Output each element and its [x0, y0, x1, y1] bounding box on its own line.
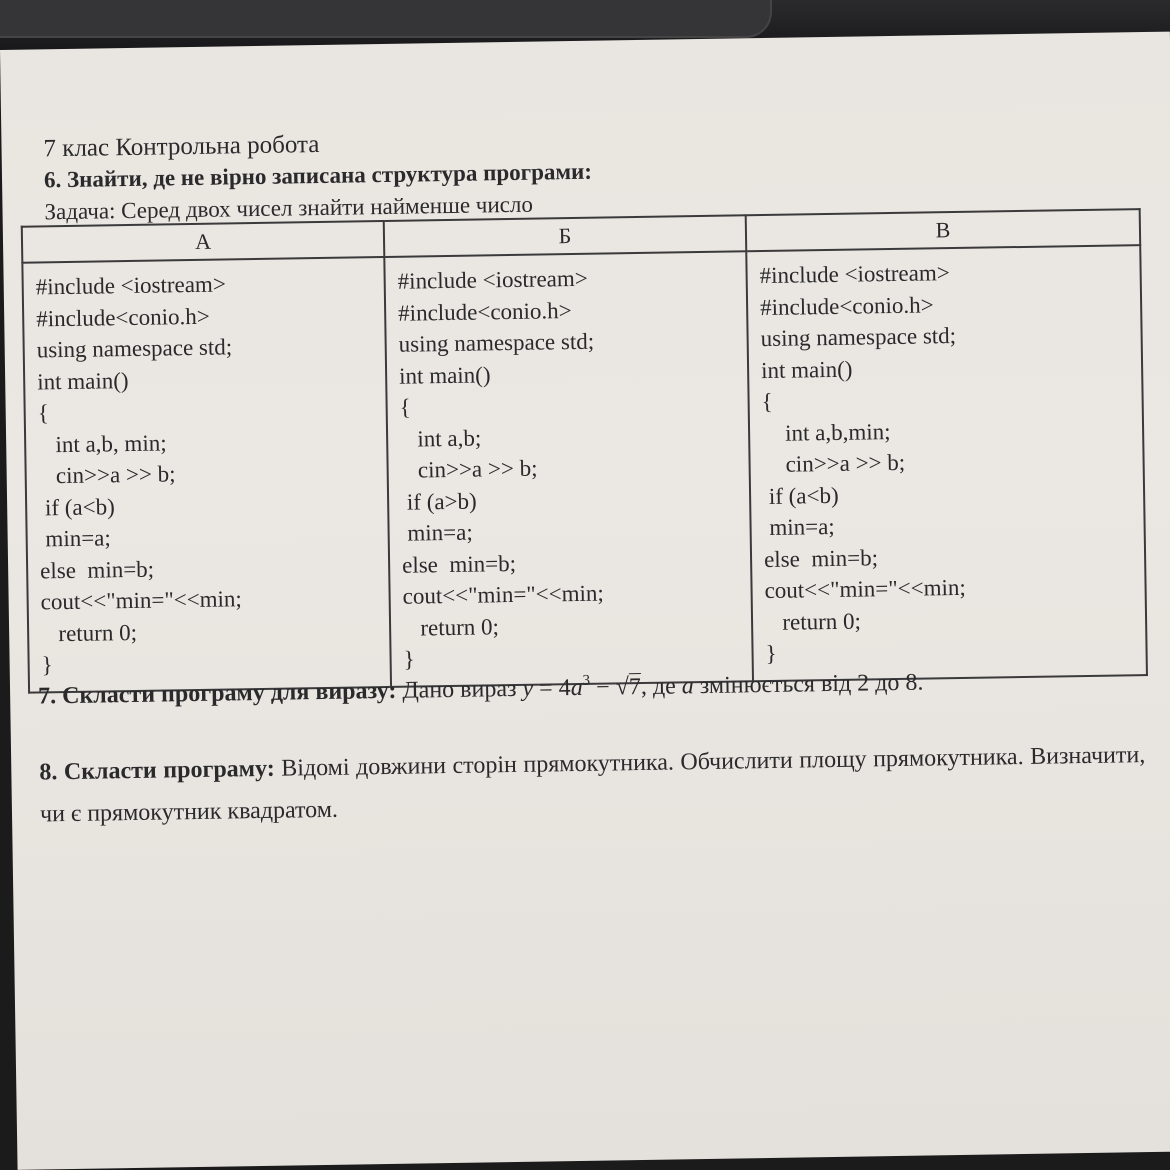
- code-row: [22, 245, 1147, 693]
- code-line: int main(): [398, 361, 491, 389]
- code-line: using namespace std;: [36, 334, 233, 363]
- laptop-key: [0, 0, 772, 38]
- code-line: using namespace std;: [398, 328, 595, 357]
- code-line: cin>>a >> b;: [38, 461, 176, 489]
- code-line: }: [765, 640, 777, 667]
- code-line: #include <iostream>: [35, 271, 226, 300]
- code-line: {: [761, 388, 773, 415]
- code-line: using namespace std;: [760, 323, 957, 352]
- formula-minus-sqrt: − √: [589, 674, 630, 701]
- column-header-v: В: [746, 209, 1141, 251]
- code-line: #include<conio.h>: [36, 303, 210, 331]
- code-line: }: [403, 646, 415, 672]
- question-7-text: Дано вираз: [396, 675, 523, 704]
- code-line: return 0;: [402, 613, 500, 641]
- code-line: return 0;: [764, 608, 862, 635]
- task-statement: Задача: Серед двох чисел знайти найменше число: [44, 191, 534, 225]
- code-line: min=a;: [39, 525, 111, 552]
- code-line: cout<<"min="<<min;: [764, 574, 966, 604]
- code-cell-v: [746, 245, 1147, 681]
- code-line: int main(): [760, 356, 853, 383]
- code-line: #include <iostream>: [759, 260, 950, 289]
- question-8: [39, 734, 1146, 835]
- paper-sheet: [0, 32, 1170, 1170]
- code-line: min=a;: [763, 513, 835, 541]
- code-line: cout<<"min="<<min;: [40, 586, 243, 615]
- question-7-rest: змінюється від 2 до 8.: [693, 669, 924, 700]
- code-line: return 0;: [40, 619, 138, 646]
- code-line: cin>>a >> b;: [762, 449, 906, 478]
- code-line: cout<<"min="<<min;: [402, 580, 604, 609]
- code-cell-a: [22, 257, 391, 693]
- formula-exponent: 3: [582, 672, 591, 689]
- code-line: int a,b, min;: [38, 429, 167, 457]
- code-line: }: [41, 652, 53, 678]
- question-7-mid: , де: [640, 673, 682, 701]
- code-line: else min=b;: [763, 544, 879, 572]
- formula-y: y: [522, 675, 534, 702]
- code-line: if (a<b): [762, 482, 839, 509]
- code-table: [21, 208, 1148, 694]
- code-line: min=a;: [401, 519, 473, 546]
- code-line: int main(): [37, 367, 129, 394]
- formula-a: a: [570, 674, 583, 702]
- code-cell-b: [384, 251, 753, 687]
- question-7-label: 7. Скласти програму для виразу:: [37, 677, 397, 710]
- question-6: 6. Знайти, де не вірно записана структура програми:: [43, 158, 593, 193]
- code-line: #include<conio.h>: [397, 297, 572, 326]
- variable-a: a: [681, 673, 694, 700]
- column-header-b: Б: [384, 215, 747, 257]
- document-title: 7 клас Контрольна робота: [43, 130, 320, 163]
- code-line: else min=b;: [401, 550, 517, 578]
- code-line: if (a>b): [400, 488, 477, 515]
- column-header-a: А: [22, 221, 385, 263]
- code-line: else min=b;: [39, 556, 155, 583]
- code-line: int a,b;: [399, 424, 482, 452]
- code-line: #include <iostream>: [397, 265, 588, 294]
- code-line: cin>>a >> b;: [400, 455, 538, 483]
- code-line: {: [399, 394, 411, 420]
- formula-eq: = 4: [532, 675, 571, 702]
- formula-radicand: 7: [628, 674, 642, 701]
- question-8-label: 8. Скласти програму:: [39, 755, 275, 786]
- code-line: if (a<b): [38, 493, 115, 520]
- question-8-text: Відомі довжини сторін прямокутника. Обчислити площу прямокутника. Визначити, чи є прямокутник квадратом.: [39, 742, 1146, 828]
- code-line: #include<conio.h>: [759, 291, 934, 320]
- code-line: {: [37, 400, 49, 426]
- code-line: int a,b,min;: [761, 418, 891, 446]
